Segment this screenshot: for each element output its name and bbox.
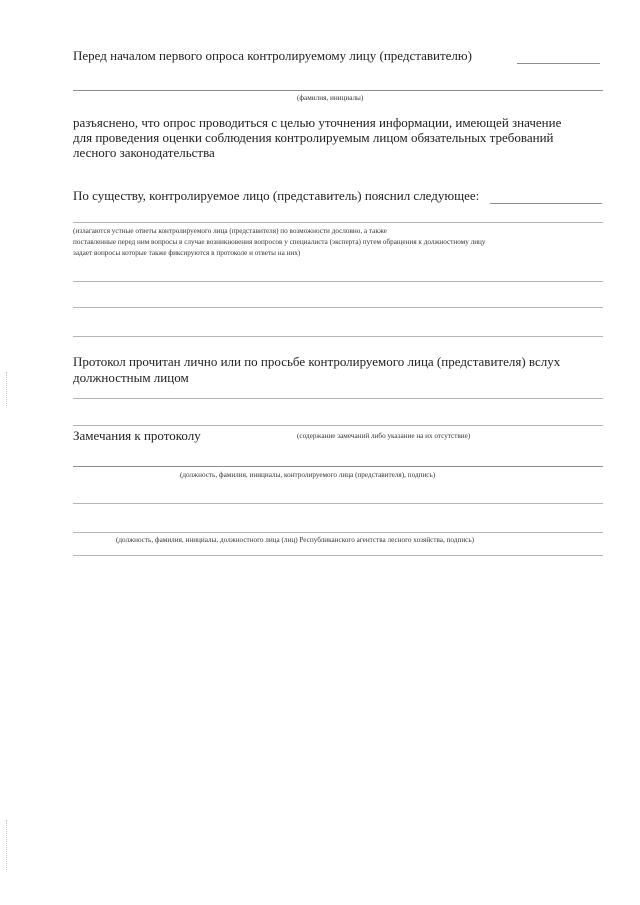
- read-line-1: Протокол прочитан лично или по просьбе контролируемого лица (представителя) вслух: [73, 354, 561, 369]
- caption-official-sign: (должность, фамилия, инициалы, должностного лица (лиц) Республиканского агентства лесного хозяйства, подпись): [116, 536, 475, 544]
- caption-controlled-sign: (должность, фамилия, инициалы, контролируемого лица (представителя), подпись): [180, 471, 436, 479]
- explained-line-2: для проведения оценки соблюдения контролируемым лицом обязательных требований: [73, 130, 554, 145]
- fill-line-answers-2: [73, 281, 603, 282]
- intro-line: Перед началом первого опроса контролируемому лицу (представителю): [73, 48, 472, 63]
- caption-answers-1: (излагаются устные ответы контролируемого лица (представителя) по возможности дословно, а также: [73, 227, 387, 235]
- remarks-label: Замечания к протоколу: [73, 428, 201, 443]
- explained-line-3: лесного законодательства: [73, 145, 215, 160]
- fill-line-extra: [73, 503, 603, 504]
- essence-line: По существу, контролируемое лицо (представитель) пояснил следующее:: [73, 188, 480, 203]
- explained-line-1: разъяснено, что опрос проводиться с целью уточнения информации, имеющей значение: [73, 115, 562, 130]
- fill-line-essence: [490, 203, 602, 204]
- fill-line-controlled-sign: [73, 466, 603, 467]
- scan-edge-mark: [6, 820, 7, 870]
- fill-line-representative: [517, 63, 600, 64]
- caption-answers-3: задает вопросы которые также фиксируются в протоколе и ответы на них): [73, 249, 301, 257]
- caption-answers-2: поставленные перед ним вопросы в случае возникновения вопросов у специалиста (эксперта) путем обращения к должностному лицу: [73, 238, 486, 246]
- fill-line-fio: [73, 90, 603, 91]
- fill-line-answers-4: [73, 336, 603, 337]
- scan-edge-mark: [6, 372, 7, 406]
- fill-line-read-1: [73, 398, 603, 399]
- caption-fio: (фамилия, инициалы): [297, 94, 364, 102]
- fill-line-read-2: [73, 425, 603, 426]
- fill-line-answers-3: [73, 307, 603, 308]
- read-line-2: должностным лицом: [73, 370, 189, 385]
- fill-line-answers-1: [73, 222, 603, 223]
- caption-remarks: (содержание замечаний либо указание на их отсутствие): [297, 432, 471, 440]
- fill-line-official-sign: [73, 532, 603, 533]
- fill-line-bottom: [73, 555, 603, 556]
